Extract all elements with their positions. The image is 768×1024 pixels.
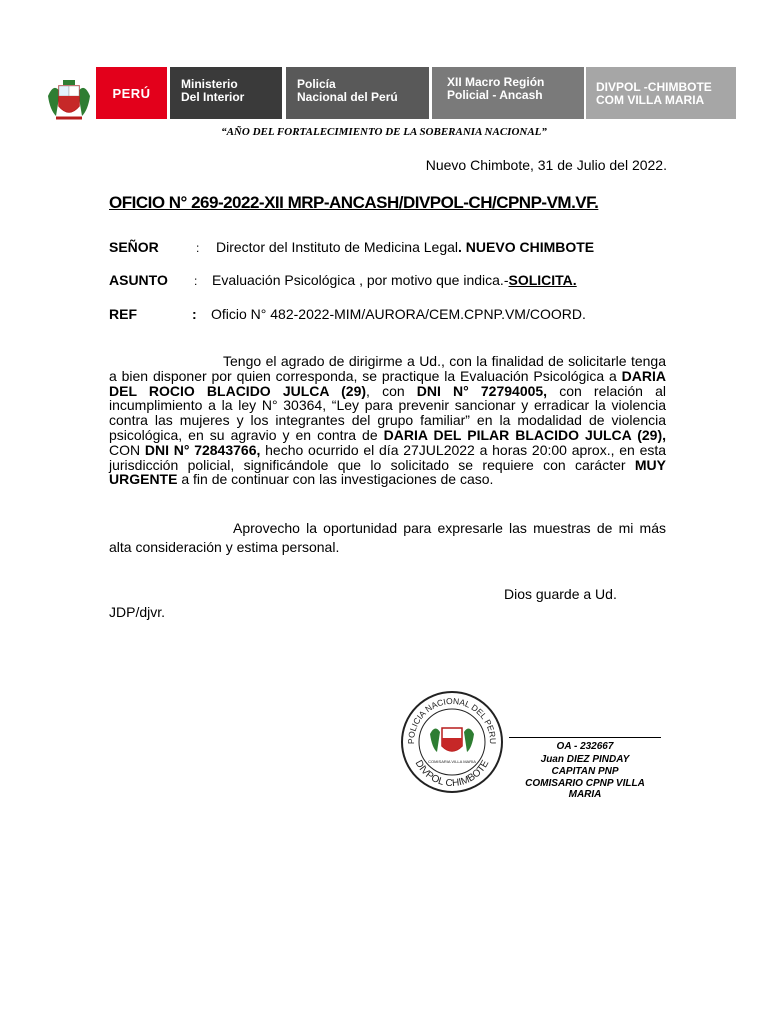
initials: JDP/djvr. [109,604,166,620]
header-region-line1: XII Macro Región [447,75,545,89]
p1-dni-2: DNI N° 72843766, [144,441,261,458]
header-divpol-line1: DIVPOL -CHIMBOTE [596,80,712,94]
senor-colon: : [196,241,200,255]
senor-value-bold: . NUEVO CHIMBOTE [458,239,595,255]
signature-code: OA - 232667 [556,741,614,752]
signature-name: Juan DIEZ PINDAY [540,754,630,765]
peru-coat-of-arms-icon [46,76,92,122]
header-police-line1: Policía [297,77,336,91]
header-divpol-box [586,67,736,119]
oficio-title: OFICIO N° 269-2022-XII MRP-ANCASH/DIVPOL-CH/CPNP-VM.VF. [109,193,599,212]
body-paragraph-1 [109,354,666,487]
asunto-value [212,272,577,288]
senor-value-text: Director del Instituto de Medicina Legal [216,239,459,255]
p1-text-g: CON [109,441,145,458]
body-paragraph-2 [109,519,666,557]
closing-greeting: Dios guarde a Ud. [504,586,617,602]
stamp-inner-text: COMISARIA VILLA MARIA [428,759,476,764]
ref-label: REF [109,306,137,322]
year-motto: “AÑO DEL FORTALECIMIENTO DE LA SOBERANIA NACIONAL” [221,126,547,138]
p1-name-denunciada: DARIA DEL PILAR BLACIDO JULCA (29), [383,426,666,443]
header-peru-box [96,67,167,119]
stamp-top-text: POLICIA NACIONAL DEL PERU [405,695,499,745]
signature-position: COMISARIO CPNP VILLA MARIA [525,778,645,800]
header-police-line2: Nacional del Perú [297,90,398,104]
senor-label: SEÑOR [109,239,159,255]
p2-text: Aprovecho la oportunidad para expresarle las muestras de mi más alta consideración y estima personal. [109,520,666,555]
asunto-value-text: Evaluación Psicológica , por motivo que indica.- [212,272,509,288]
header-police-box [286,67,429,119]
stamp-bottom-text: DIVPOL CHIMBOTE [412,758,492,790]
p1-urgency: MUY URGENTE [109,456,666,488]
asunto-label: ASUNTO [109,272,168,288]
signature-rank: CAPITAN PNP [551,766,619,777]
header-divpol-line2: COM VILLA MARIA [596,93,705,107]
header-region-box [432,67,584,119]
asunto-colon: : [194,274,198,288]
header-ministry-line2: Del Interior [181,90,245,104]
ref-colon: : [192,306,197,322]
header-country: PERÚ [112,85,151,101]
signature-line [509,737,661,738]
p1-dni-1: DNI N° 72794005, [416,382,548,399]
ref-value: Oficio N° 482-2022-MIM/AURORA/CEM.CPNP.VM/COORD. [211,306,586,322]
p1-text-a: Tengo el agrado de dirigirme a Ud., con la finalidad de solicitarle tenga a bien disponer por quien corresponda, se practique la Evaluación Psicológica a [109,353,666,384]
header-ministry-box [170,67,282,119]
header-ministry-line1: Ministerio [181,77,238,91]
p1-text-e: con relación al incumplimiento a la ley N° 30364, “Ley para prevenir sancionar y erradicar la violencia contra las mujeres y los integrantes del grupo familiar” en la modalidad de violencia psicológica, en su agravio y en contra de [109,382,667,443]
asunto-value-bold: SOLICITA. [508,272,577,288]
header-region-line2: Policial - Ancash [447,88,543,102]
police-stamp-icon [400,690,504,794]
p1-name-agraviada: DARIA DEL ROCIO BLACIDO JULCA (29) [109,367,666,399]
senor-value [216,239,594,255]
date-line: Nuevo Chimbote, 31 de Julio del 2022. [425,157,667,173]
p1-text-c: , con [366,382,417,399]
p1-text-k: a fin de continuar con las investigaciones de caso. [177,471,494,488]
p1-text-i: hecho ocurrido el día 27JUL2022 a horas 20:00 aprox., en esta jurisdicción policial, significándole que lo solicitado se requiere con carácter [109,441,667,473]
